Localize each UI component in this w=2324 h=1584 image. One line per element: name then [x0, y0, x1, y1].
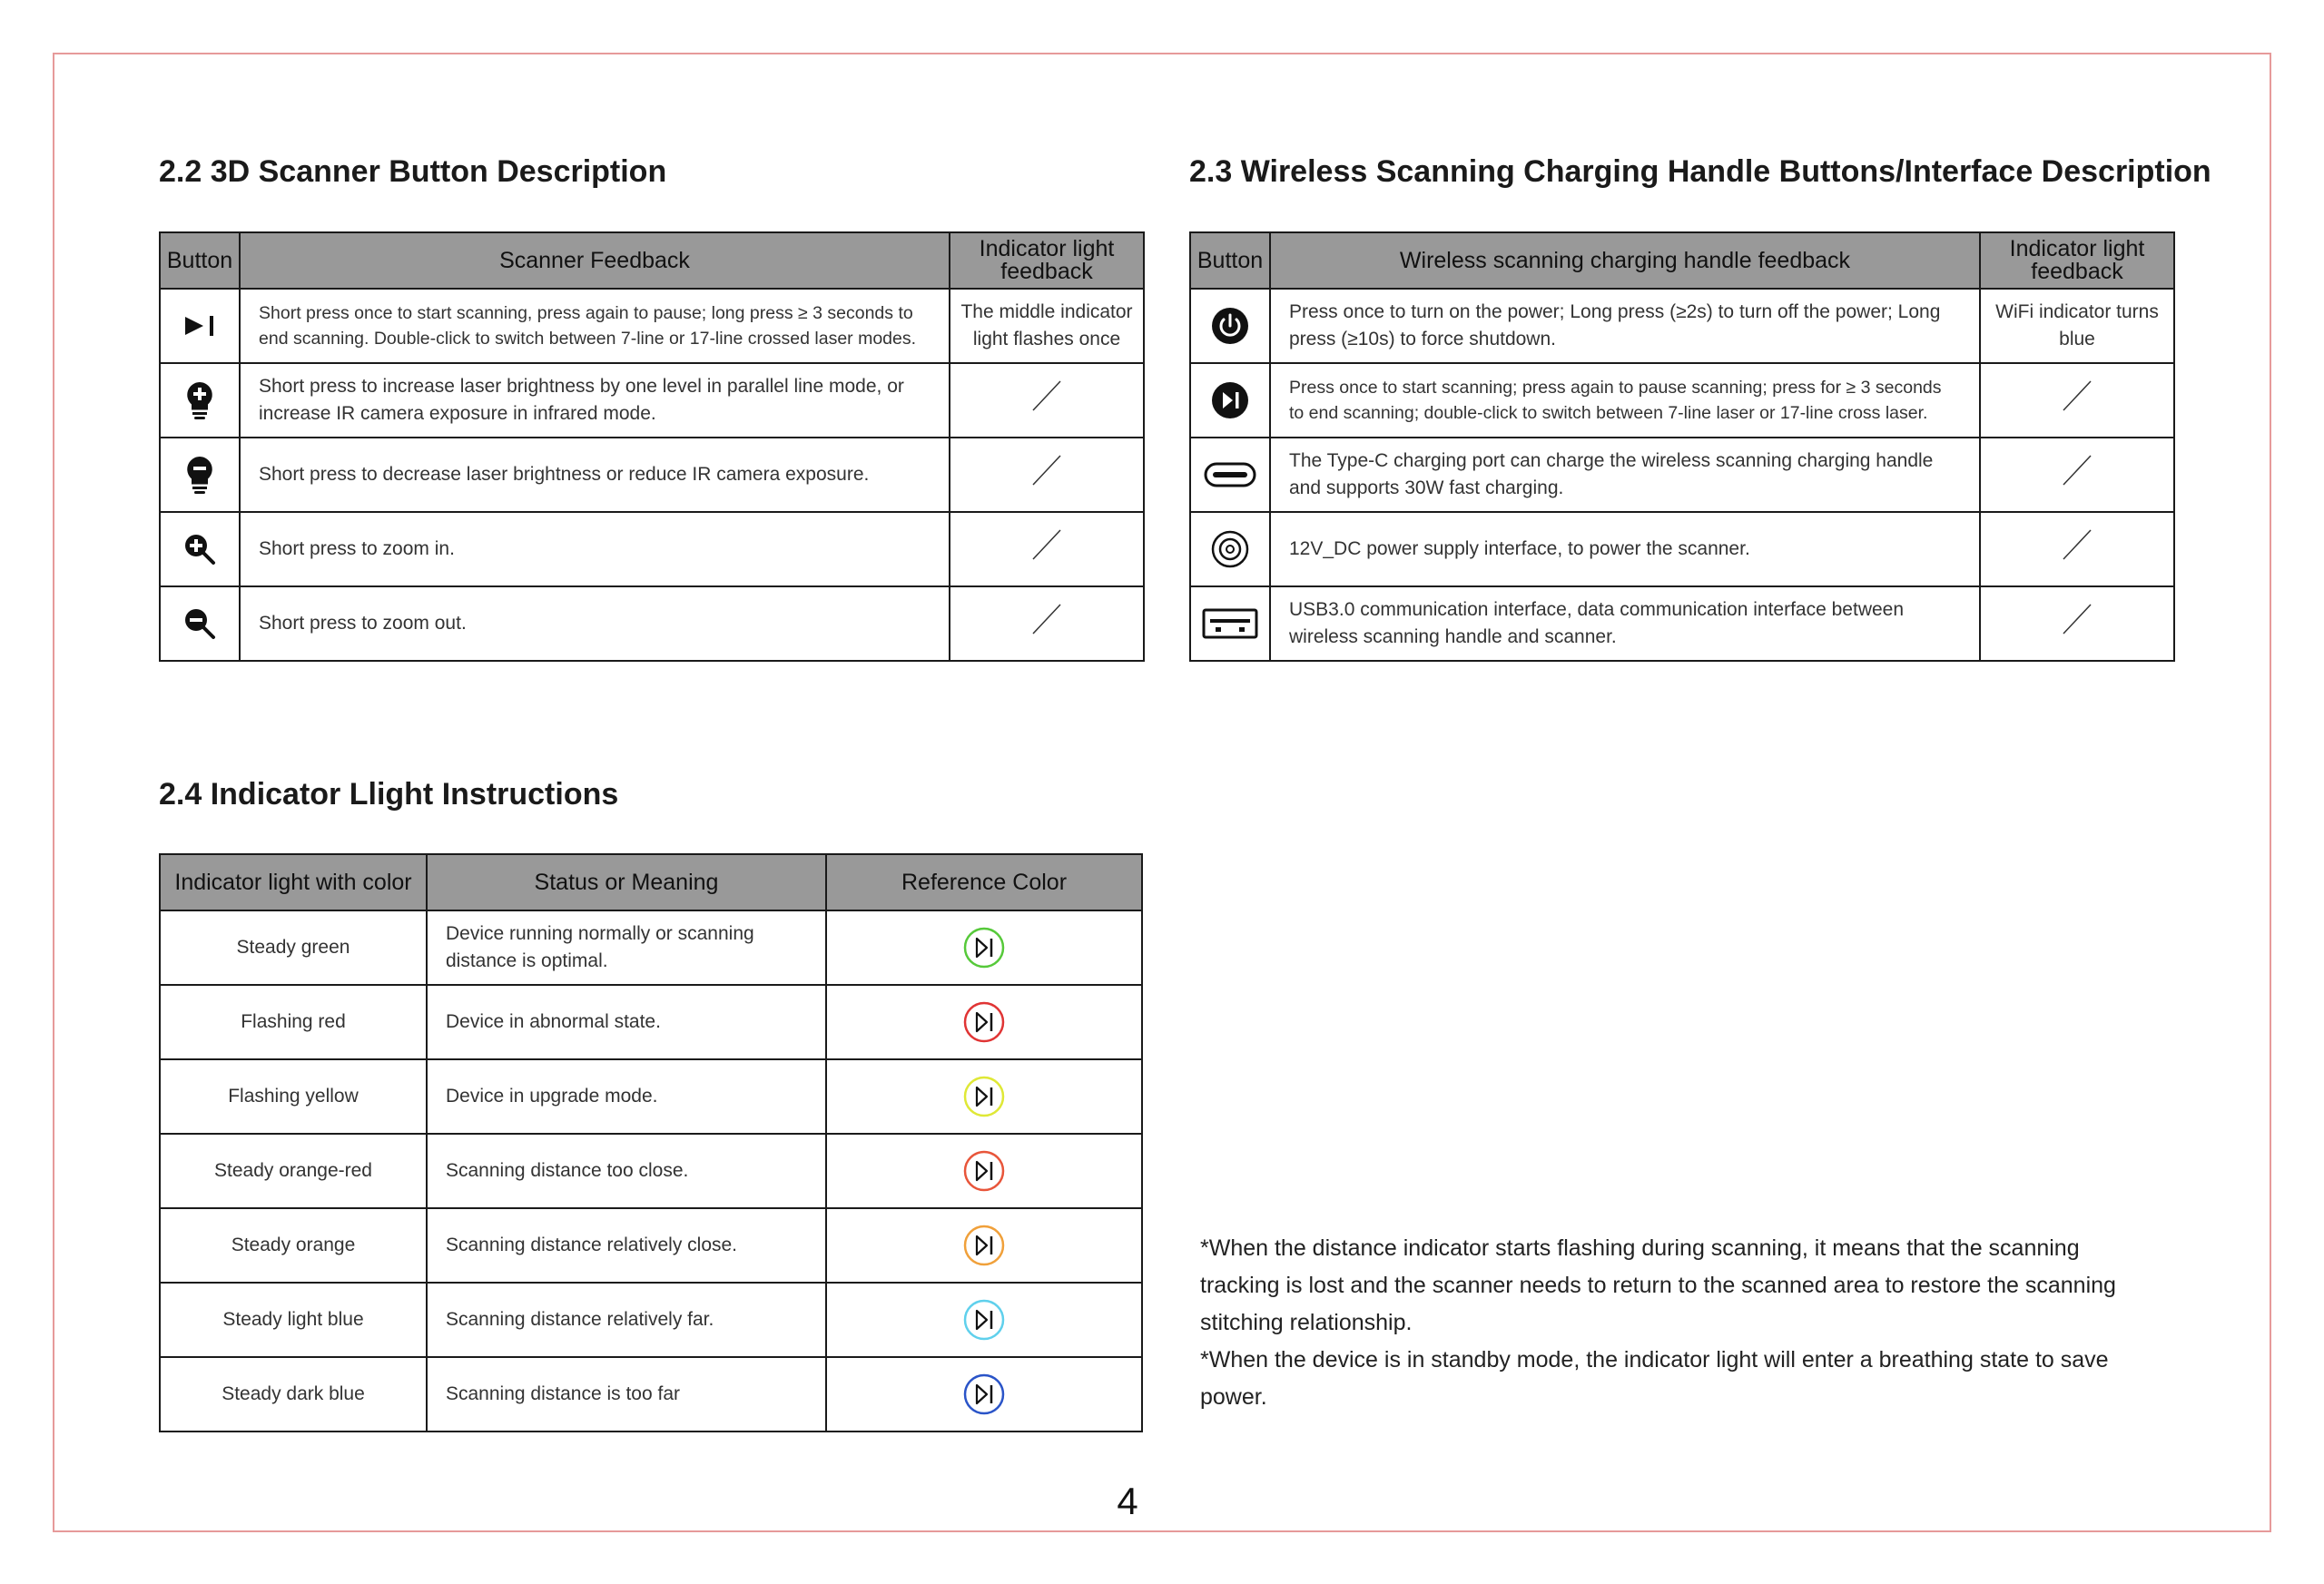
status-meaning: Scanning distance relatively close.	[427, 1208, 826, 1283]
table-row	[160, 586, 1144, 661]
column-header-handle-feedback: Wireless scanning charging handle feedback	[1270, 232, 1980, 289]
indicator-slash	[950, 438, 1144, 512]
reference-color-swatch	[826, 1059, 1142, 1134]
note-text: *When the device is in standby mode, the indicator light will enter a breathing state to save power.	[1200, 1347, 2109, 1410]
feedback-text: USB3.0 communication interface, data communication interface between wireless scanning handle and scanner.	[1270, 586, 1980, 661]
feedback-text: 12V_DC power supply interface, to power the scanner.	[1270, 512, 1980, 586]
feedback-text: Short press once to start scanning, press again to pause; long press ≥ 3 seconds to end scanning. Double-click to switch between 7-line or 17-line crossed laser modes.	[240, 289, 950, 363]
indicator-slash	[1980, 363, 2174, 438]
feedback-text: Short press to decrease laser brightness or reduce IR camera exposure.	[240, 438, 950, 512]
feedback-text: Press once to start scanning; press again to pause scanning; press for ≥ 3 seconds to end scanning; double-click to switch between 7-line laser or 17-line cross laser.	[1270, 363, 1980, 438]
status-meaning: Scanning distance relatively far.	[427, 1283, 826, 1357]
feedback-text: Short press to zoom out.	[240, 586, 950, 661]
usb-port-icon	[1190, 586, 1270, 661]
reference-color-swatch	[826, 1208, 1142, 1283]
play-pause-indicator-icon	[962, 926, 1006, 969]
status-meaning: Device in upgrade mode.	[427, 1059, 826, 1134]
note-text: *When the distance indicator starts flashing during scanning, it means that the scanning tracking is lost and the scanner needs to return to the scanned area to restore the scanning stitching relationship.	[1200, 1235, 2116, 1335]
column-header-indicator: Indicator light feedback	[950, 232, 1144, 289]
notes	[1200, 1230, 2162, 1416]
indicator-color-name: Steady light blue	[160, 1283, 427, 1357]
play-pause-circle-icon	[1190, 363, 1270, 438]
play-pause-icon	[160, 289, 240, 363]
play-pause-indicator-icon	[962, 1224, 1006, 1267]
column-header-button: Button	[160, 232, 240, 289]
indicator-color-name: Steady green	[160, 910, 427, 985]
table-row	[1190, 586, 2174, 661]
status-meaning: Device running normally or scanning distance is optimal.	[427, 910, 826, 985]
indicator-slash	[950, 363, 1144, 438]
reference-color-swatch	[826, 910, 1142, 985]
column-header-reference-color: Reference Color	[826, 854, 1142, 910]
column-header-indicator: Indicator light feedback	[1980, 232, 2174, 289]
zoom-in-icon	[160, 512, 240, 586]
indicator-color-name: Flashing yellow	[160, 1059, 427, 1134]
feedback-text: Short press to increase laser brightness by one level in parallel line mode, or increase IR camera exposure in infrared mode.	[240, 363, 950, 438]
table-row	[1190, 363, 2174, 438]
section-2-4-title: 2.4 Indicator Llight Instructions	[159, 777, 619, 812]
brightness-up-bulb-icon	[160, 363, 240, 438]
table-row	[160, 1283, 1142, 1357]
play-pause-indicator-icon	[962, 1372, 1006, 1416]
table-row	[1190, 512, 2174, 586]
indicator-light-table	[159, 853, 1143, 1432]
indicator-text: The middle indicator light flashes once	[950, 289, 1144, 363]
power-icon	[1190, 289, 1270, 363]
status-meaning: Scanning distance is too far	[427, 1357, 826, 1432]
status-meaning: Scanning distance too close.	[427, 1134, 826, 1208]
brightness-down-bulb-icon	[160, 438, 240, 512]
table-row	[160, 910, 1142, 985]
handle-interface-table	[1189, 231, 2175, 662]
page-number: 4	[1117, 1480, 1138, 1522]
table-row	[1190, 289, 2174, 363]
section-2-2-title: 2.2 3D Scanner Button Description	[159, 154, 667, 189]
table-row	[160, 985, 1142, 1059]
indicator-slash	[1980, 438, 2174, 512]
play-pause-indicator-icon	[962, 1149, 1006, 1193]
play-pause-indicator-icon	[962, 1298, 1006, 1342]
feedback-text: The Type-C charging port can charge the wireless scanning charging handle and supports 30W fast charging.	[1270, 438, 1980, 512]
table-row	[160, 363, 1144, 438]
indicator-color-name: Flashing red	[160, 985, 427, 1059]
zoom-out-icon	[160, 586, 240, 661]
reference-color-swatch	[826, 1283, 1142, 1357]
table-row	[160, 289, 1144, 363]
scanner-button-table	[159, 231, 1145, 662]
reference-color-swatch	[826, 1357, 1142, 1432]
table-row	[160, 512, 1144, 586]
indicator-color-name: Steady dark blue	[160, 1357, 427, 1432]
indicator-color-name: Steady orange-red	[160, 1134, 427, 1208]
column-header-status: Status or Meaning	[427, 854, 826, 910]
type-c-port-icon	[1190, 438, 1270, 512]
column-header-scanner-feedback: Scanner Feedback	[240, 232, 950, 289]
indicator-slash	[1980, 586, 2174, 661]
column-header-button: Button	[1190, 232, 1270, 289]
dc-power-jack-icon	[1190, 512, 1270, 586]
indicator-slash	[1980, 512, 2174, 586]
status-meaning: Device in abnormal state.	[427, 985, 826, 1059]
table-row	[160, 1059, 1142, 1134]
feedback-text: Press once to turn on the power; Long press (≥2s) to turn off the power; Long press (≥10s) to force shutdown.	[1270, 289, 1980, 363]
play-pause-indicator-icon	[962, 1000, 1006, 1044]
reference-color-swatch	[826, 1134, 1142, 1208]
play-pause-indicator-icon	[962, 1075, 1006, 1118]
table-row	[160, 438, 1144, 512]
table-row	[1190, 438, 2174, 512]
section-2-3-title: 2.3 Wireless Scanning Charging Handle Buttons/Interface Description	[1189, 154, 2211, 189]
table-row	[160, 1357, 1142, 1432]
indicator-slash	[950, 586, 1144, 661]
reference-color-swatch	[826, 985, 1142, 1059]
table-row	[160, 1208, 1142, 1283]
indicator-text: WiFi indicator turns blue	[1980, 289, 2174, 363]
indicator-color-name: Steady orange	[160, 1208, 427, 1283]
indicator-slash	[950, 512, 1144, 586]
column-header-indicator-color: Indicator light with color	[160, 854, 427, 910]
table-row	[160, 1134, 1142, 1208]
feedback-text: Short press to zoom in.	[240, 512, 950, 586]
